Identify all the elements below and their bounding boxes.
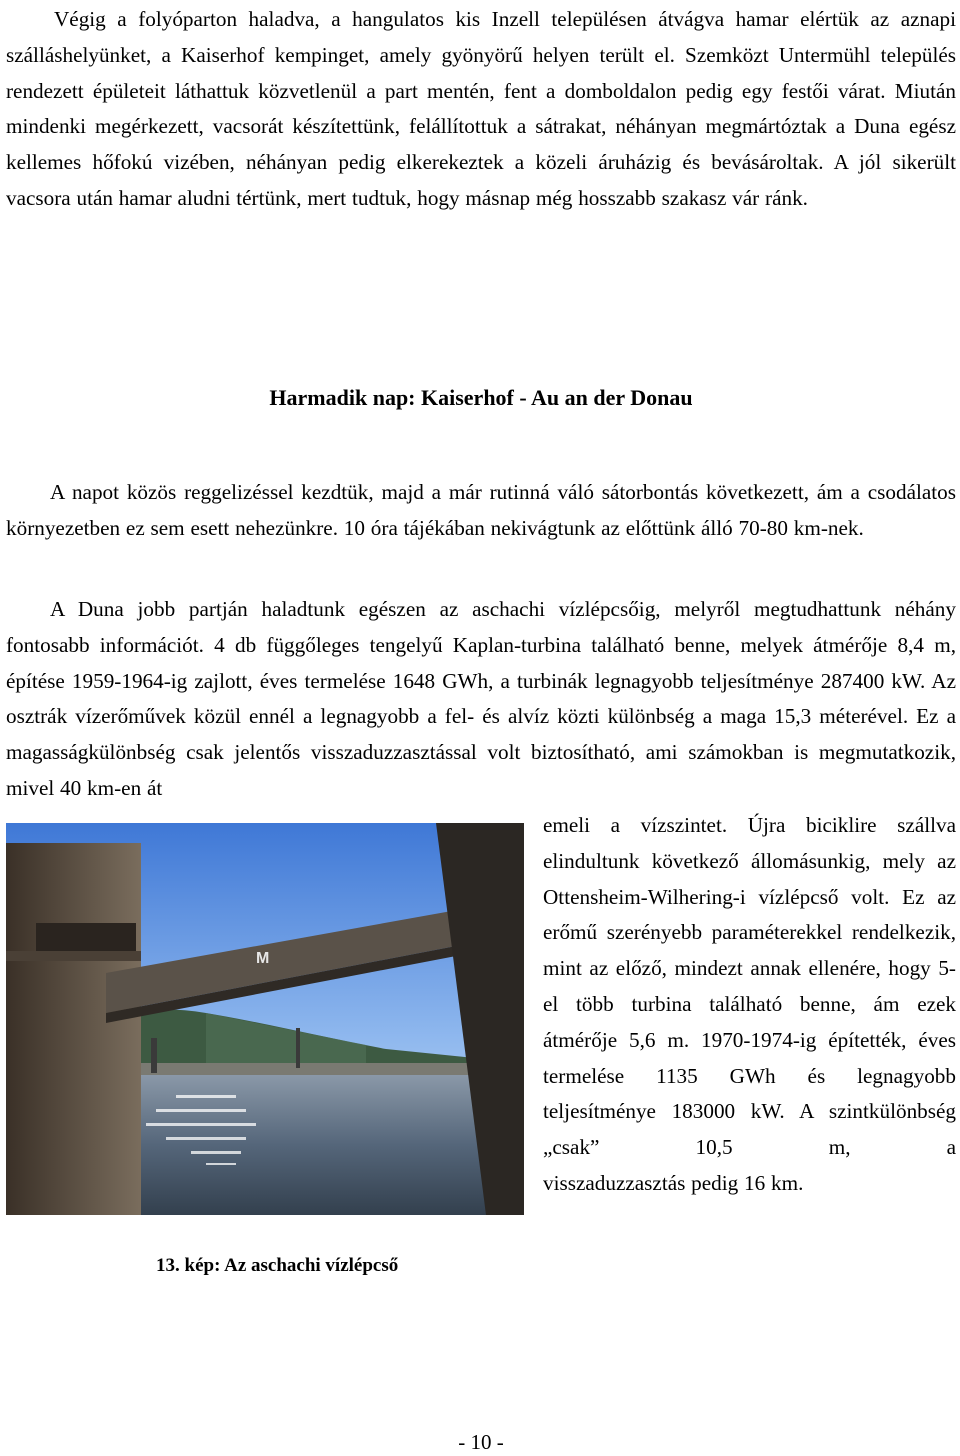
page-number: - 10 -: [458, 1430, 504, 1454]
dam-photo-illustration: [6, 823, 524, 1215]
paragraph-aschach-wrapped-text: emeli a vízszintet. Újra biciklire szállva elindultunk következő állomásunkig, mely az Ottensheim-Wilhering-i vízlépcső volt. Ez az erőmű szerényebb paraméterekkel rendelkezik, mint az előző, mindezt annak ellenére, hogy 5-el több turbina található benne, ám ezek átmérője 5,6 m. 1970-1974-ig építették, éves termelése 1135 GWh és legnagyobb teljesítménye 183000 kW. A szintkülönbség „csak” 10,5 m, a: [543, 813, 956, 1160]
paragraph-aschach: A Duna jobb partján haladtunk egészen az aschachi vízlépcsőig, melyről megtudhattunk néhány fontosabb információt. 4 db függőleges tengelyű Kaplan-turbina található benne, melyek átmérője 8,4 m, építése 1959-1964-ig zajlott, éves termelése 1648 GWh, a turbinák legnagyobb teljesítménye 287400 kW. Az osztrák vízerőművek közül ennél a legnagyobb a fel- és alvíz közti különbség a maga 15,3 méterével. Ez a magasságkülönbség csak jelentős visszaduzzasztással volt biztosítható, ami számokban is megmutatkozik, mivel 40 km-en át: [6, 597, 956, 800]
section-heading: Harmadik nap: Kaiserhof - Au an der Donau: [269, 385, 693, 411]
paragraph-aschach-wrapped-last: visszaduzzasztás pedig 16 km.: [543, 1170, 804, 1195]
dam-photo: [6, 823, 524, 1215]
bridge-sign: M: [256, 950, 270, 967]
dam-structure: [136, 1063, 524, 1077]
paragraph-day3-start: A napot közös reggelizéssel kezdtük, majd a már rutinná váló sátorbontás következett, ám a csodálatos környezetben ez sem esett nehezünkre. 10 óra tájékában nekivágtunk az előttünk álló 70-80 km-nek.: [6, 480, 956, 540]
paragraph-intro: Végig a folyóparton haladva, a hangulatos kis Inzell településen átvágva hamar elértük az aznapi szálláshelyünket, a Kaiserhof kempinget, amely gyönyörű helyen terült el. Szemközt Untermühl település rendezett épületeit láthattuk közvetlenül a part mentén, fent a domboldalon pedig egy festői várat. Miután mindenki megérkezett, vacsorát készítettünk, felállítottuk a sátrakat, néhányan megmártóztak a Duna egész kellemes hőfokú vizében, néhányan pedig elkerekeztek a közeli áruházig és bevásároltak. A jól sikerült vacsora után hamar aludni tértünk, mert tudtuk, hogy másnap még hosszabb szakasz vár ránk.: [6, 7, 956, 210]
figure-caption: 13. kép: Az aschachi vízlépcső: [156, 1255, 399, 1276]
paragraph-aschach-wrapped: [543, 808, 956, 1202]
control-tower: [6, 843, 141, 1215]
